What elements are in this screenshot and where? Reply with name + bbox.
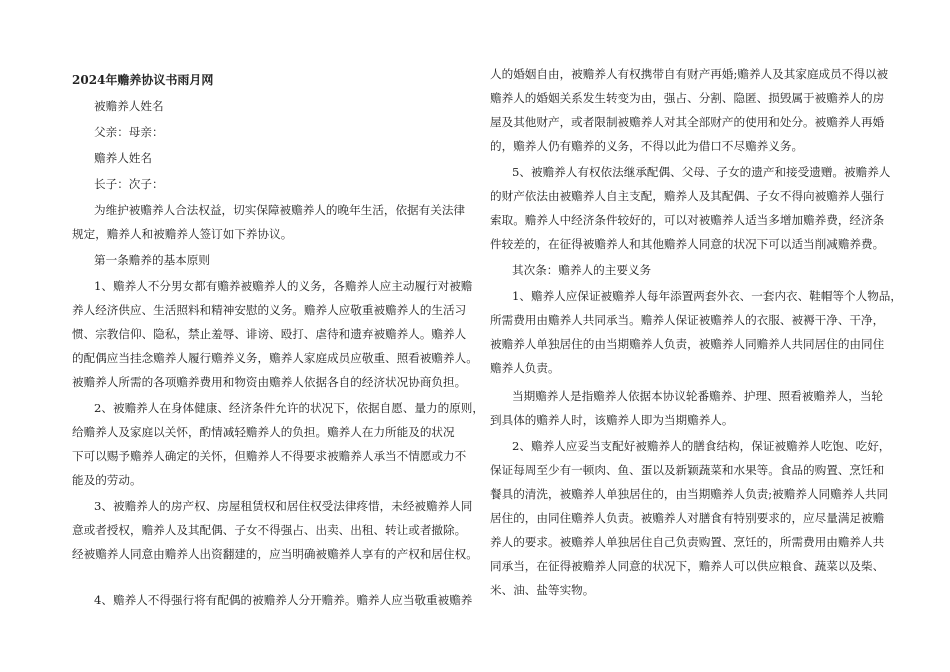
paragraph-line: 父亲：母亲：: [94, 125, 164, 139]
paragraph-line: 意或者授权，赡养人及其配偶、子女不得强占、出卖、出租、转让或者撤除。: [72, 523, 467, 537]
paragraph-line: 给赡养人及家庭以关怀，酌情减轻赡养人的负担。赡养人在力所能及的状况: [72, 425, 455, 439]
paragraph-line: 居住的，由同住赡养人负责。被赡养人对膳食有特别要求的，应尽量满足被赡: [490, 511, 885, 525]
paragraph-line: 惯、宗教信仰、隐私，禁止羞辱、诽谤、殴打、虐待和遗弃被赡养人。赡养人: [72, 327, 467, 341]
paragraph-line: 被赡养人姓名: [94, 99, 164, 113]
paragraph-line: 屋及其他财产，或者限制被赡养人对其全部财产的使用和处分。被赡养人再婚: [490, 115, 885, 129]
document-title: 2024年赡养协议书雨月网: [72, 73, 214, 87]
section-heading: 第一条赡养的基本原则: [94, 253, 210, 267]
paragraph-line: 件较差的，在征得被赡养人和其他赡养人同意的状况下可以适当削减赡养费。: [490, 237, 885, 251]
paragraph-line: 赡养人姓名: [94, 151, 152, 165]
paragraph-line: 所需费用由赡养人共同承当。赡养人保证被赡养人的衣服、被褥干净、干净，: [490, 313, 885, 327]
paragraph-line: 餐具的清洗，被赡养人单独居住的，由当期赡养人负责;被赡养人同赡养人共同: [490, 487, 889, 501]
paragraph-line: 赡养人的婚姻关系发生转变为由，强占、分割、隐匿、损毁属于被赡养人的房: [490, 91, 885, 105]
paragraph-line: 1、赡养人不分男女都有赡养被赡养人的义务，各赡养人应主动履行对被赡: [94, 279, 473, 293]
paragraph-line: 3、被赡养人的房产权、房屋租赁权和居住权受法律疼惜，未经被赡养人同: [94, 499, 473, 513]
paragraph-line: 被赡养人单独居住的由当期赡养人负责，被赡养人同赡养人共同居住的由同住: [490, 337, 885, 351]
paragraph-line: 被赡养人所需的各项赡养费用和物资由赡养人依据各自的经济状况协商负担。: [72, 375, 467, 389]
paragraph-line: 的配偶应当挂念赡养人履行赡养义务，赡养人家庭成员应敬重、照看被赡养人。: [72, 351, 478, 365]
paragraph-line: 米、油、盐等实物。: [490, 583, 595, 597]
paragraph-line: 规定，赡养人和被赡养人签订如下养协议。: [72, 227, 293, 241]
paragraph-line: 的财产依法由被赡养人自主支配，赡养人及其配偶、子女不得向被赡养人强行: [490, 189, 885, 203]
paragraph-line: 养人经济供应、生活照料和精神安慰的义务。赡养人应敬重被赡养人的生活习: [72, 303, 467, 317]
paragraph-line: 2、被赡养人在身体健康、经济条件允许的状况下，依据自愿、量力的原则，: [94, 401, 484, 415]
paragraph-line: 下可以赐予赡养人确定的关怀，但赡养人不得要求被赡养人承当不情愿或力不: [72, 449, 467, 463]
paragraph-line: 当期赡养人是指赡养人依据本协议轮番赡养、护理、照看被赡养人，当轮: [512, 389, 884, 403]
paragraph-line: 到具体的赡养人时，该赡养人即为当期赡养人。: [490, 413, 734, 427]
paragraph-line: 赡养人负责。: [490, 361, 560, 375]
section-heading: 其次条：赡养人的主要义务: [512, 263, 652, 277]
paragraph-line: 同承当，在征得被赡养人同意的状况下，赡养人可以供应粮食、蔬菜以及柴、: [490, 559, 885, 573]
paragraph-line: 经被赡养人同意由赡养人出资翻建的，应当明确被赡养人享有的产权和居住权。: [72, 547, 478, 561]
paragraph-line: 2、赡养人应妥当支配好被赡养人的膳食结构，保证被赡养人吃饱、吃好，: [512, 439, 891, 453]
paragraph-line: 1、赡养人应保证被赡养人每年添置两套外衣、一套内衣、鞋帽等个人物品，: [512, 289, 902, 303]
paragraph-line: 为维护被赡养人合法权益，切实保障被赡养人的晚年生活，依据有关法律: [94, 203, 466, 217]
paragraph-line: 人的婚姻自由，被赡养人有权携带自有财产再婚;赡养人及其家庭成员不得以被: [490, 67, 889, 81]
paragraph-line: 索取。赡养人中经济条件较好的，可以对被赡养人适当多增加赡养费，经济条: [490, 213, 885, 227]
paragraph-line: 的，赡养人仍有赡养的义务，不得以此为借口不尽赡养义务。: [490, 139, 804, 153]
paragraph-line: 养人的要求。被赡养人单独居住自己负责购置、烹饪的，所需费用由赡养人共: [490, 535, 885, 549]
paragraph-line: 5、被赡养人有权依法继承配偶、父母、子女的遗产和接受遗赠。被赡养人: [512, 165, 891, 179]
paragraph-line: 4、赡养人不得强行将有配偶的被赡养人分开赡养。赡养人应当敬重被赡养: [94, 593, 473, 607]
paragraph-line: 能及的劳动。: [72, 473, 142, 487]
paragraph-line: 保证每周至少有一顿肉、鱼、蛋以及新颖蔬菜和水果等。食品的购置、烹饪和: [490, 463, 885, 477]
paragraph-line: 长子：次子：: [94, 177, 164, 191]
